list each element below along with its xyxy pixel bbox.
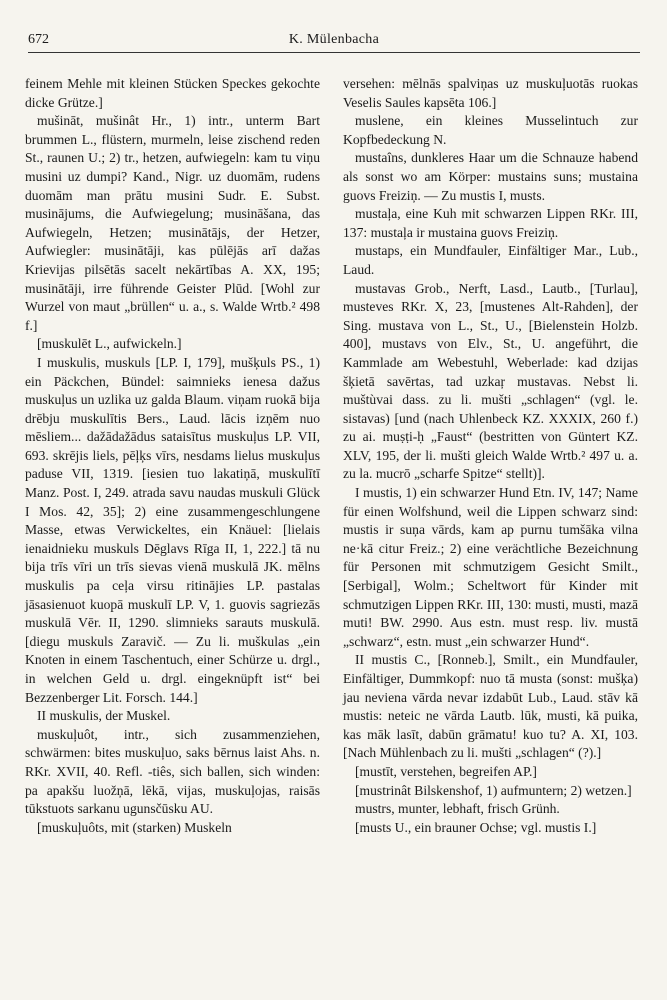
entry-mustis-1: I mustis, 1) ein schwarzer Hund Etn. IV, 147; Name für einen Wolfshund, weil die Lippen schwarz sind: mustis ir suņa vārds, kam ap purnu tumšāka vilna ne·kā citur Freiz.; 2) eine verächtliche Bezeichnung für Personen mit schmutzigem Gesicht Smilt., [Serbigal], Wolm.; Scheltwort für Kinder mit schmutzigen Lippen RKr. III, 130: musti, musti, mazā muti! BW. 2990. Aus estn. must resp. liv. mustā „schwarz“, estn. must „ein schwarzer Hund“.	[343, 485, 638, 649]
entry-mustala: mustaļa, eine Kuh mit schwarzen Lippen RKr. III, 137: mustaļa ir mustaina guovs Freiziņ.	[343, 206, 638, 240]
entry-continuation-right: versehen: mēlnās spalviņas uz muskuļuotās ruokas Veselis Saules kapsēta 106.]	[343, 76, 638, 110]
entry-mustit: [mustīt, verstehen, begreifen AP.]	[355, 763, 537, 779]
page-header	[28, 30, 640, 53]
entry-mustrs: mustrs, munter, lebhaft, frisch Grünh.	[355, 801, 560, 817]
entry-mustaps: mustaps, ein Mundfauler, Einfältiger Mar., Lub., Laud.	[343, 243, 638, 277]
entry-muskuluots: [muskuļuôts, mit (starken) Muskeln	[37, 819, 232, 835]
entry-continuation: feinem Mehle mit kleinen Stücken Speckes gekochte dicke Grütze.]	[25, 76, 320, 110]
entry-mustis-2: II mustis C., [Ronneb.], Smilt., ein Mundfauler, Einfältiger, Dummkopf: nuo tā musta (sonst: mušķa) jau neviena vārda nevar izdabūt Lub., Laud. stāv kā mustis: neteic ne vārda Lautb. lūk, musti, kā puika, kas māk lasīt, dabūn grāmatu! kuo tu? A. XI, 103. [Nach Mühlenbach zu li. mušti „schlagen“ (?).]	[343, 652, 638, 761]
page-number: 672	[28, 32, 49, 47]
entry-musts: [musts U., ein brauner Ochse; vgl. mustis I.]	[355, 819, 597, 835]
entry-muskuluot: muskuļuôt, intr., sich zusammenziehen, schwärmen: bites muskuļuo, saks bērnus laist Ahs. n. RKr. XVII, 40. Refl. -tiês, sich ballen, sich winden: pa apakšu luožņā, lēkā, vijas, muskuļojas, raisās tūkstuots sarkanu ugunsčūsku AU.	[25, 726, 320, 817]
entry-mustavas: mustavas Grob., Nerft, Lasd., Lautb., [Turlau], musteves RKr. X, 23, [mustenes Alt-Rahden], der Sing. mustava von L., St., U., [Bielenstein Holzb. 400], mustavs von Elv., St., U. angeführt, die Kammlade am Webestuhl, Weberlade: kad dzijas šķietā savērtas, tad uzkaŗ mustavas. Nebst li. muštùvai dass. zu li. mušti „schlagen“ (vgl. le. sistavas) [und (nach Uhlenbeck KZ. XXXIX, 260 f.) zu ai. muṣṭi-ḥ „Faust“ (bestritten von Güntert KZ. XLV, 195, der li. mušti gleich Walde Wrtb.² 497 u. a. zu la. mucrō „scharfe Spitze“ stellt)].	[343, 280, 638, 482]
entry-muslene: muslene, ein kleines Musselintuch zur Kopfbedeckung N.	[343, 113, 638, 147]
left-column	[25, 75, 320, 837]
entry-mustains: mustaîns, dunkleres Haar um die Schnauze habend als sonst wo am Körper: mustains suns; mustaina guovs Freiziņ. — Zu mustis I, musts.	[343, 150, 638, 203]
right-column	[343, 75, 638, 837]
entry-muskulis-1: I muskulis, muskuls [LP. I, 179], mušķuls PS., 1) ein Päckchen, Bündel: saimnieks ienesa dažus muskuļus un uzlika uz galda Blaum. viņam ruokā bija drēbju muskulītis Bers., Laud. lācis izņēm nuo mēsliem... dažādažādus sataisītus muskuļus LP. VII, 693. skrējis liels, pēļķs vīrs, nesdams lielus muskuļus paduse VII, 1319. [iesien tuo lakatiņā, muskulītī Manz. Post. I, 249. atrada savu naudas muskuli Glück I Mos. 42, 35]; 2) eine zusammengeschlungene Masse, etwas Verwickeltes, ein Knäuel: [lielais ienaidnieku muskuls Dēglavs Rīga II, 1, 222.] tā nu bija trīs vīri un trīs sievas vienā muskulā JK. mēlns muskulis pa ceļa virsu ritinājies LP. pastalas jāsasienuot kuopā muskulī LP. V, 1. guovis sagriezās muskulā Vēr. II, 1290. slimnieks sarauts muskulā. [diegu muskuls Zaravič. — Zu li. muškulas „ein Knoten in einem Taschentuch, einer Schürze u. drgl., in welchen Geld u. drgl. eingeknüpft ist“ bei Bezzenberger Lit. Forsch. 144.]	[25, 354, 320, 705]
entry-mustrinat: [mustrinât Bilskenshof, 1) aufmuntern; 2) wetzen.]	[355, 782, 632, 798]
entry-muskulis-2: II muskulis, der Muskel.	[37, 708, 171, 724]
running-head: K. Mülenbacha	[288, 32, 380, 47]
entry-muskulet: [muskulēt L., aufwickeln.]	[37, 336, 182, 352]
entry-musinat: mušināt, mušinât Hr., 1) intr., unterm Bart brummen L., flüstern, murmeln, leise zischend reden St., raunen U.; 2) tr., hetzen, aufwiegeln: kam tu viņu musini uz dumpi? Kand., Nigr. uz duomām, rudens duomām man prātu musini Sudr. E. Subst. musinājums, die Aufwiegelung; musināšana, das Aufwiegeln, Hetzen; musinātājs, der Hetzer, Aufwiegler: musinātāji, kas pūlējās arī dažas Krievijas pilsētās sacelt nekārtības A. XX, 195; musinātāji, irre führende Geister Plūd. [Wohl zur Wurzel von maut „brüllen“ u. a., s. Walde Wrtb.² 498 f.]	[25, 113, 320, 333]
